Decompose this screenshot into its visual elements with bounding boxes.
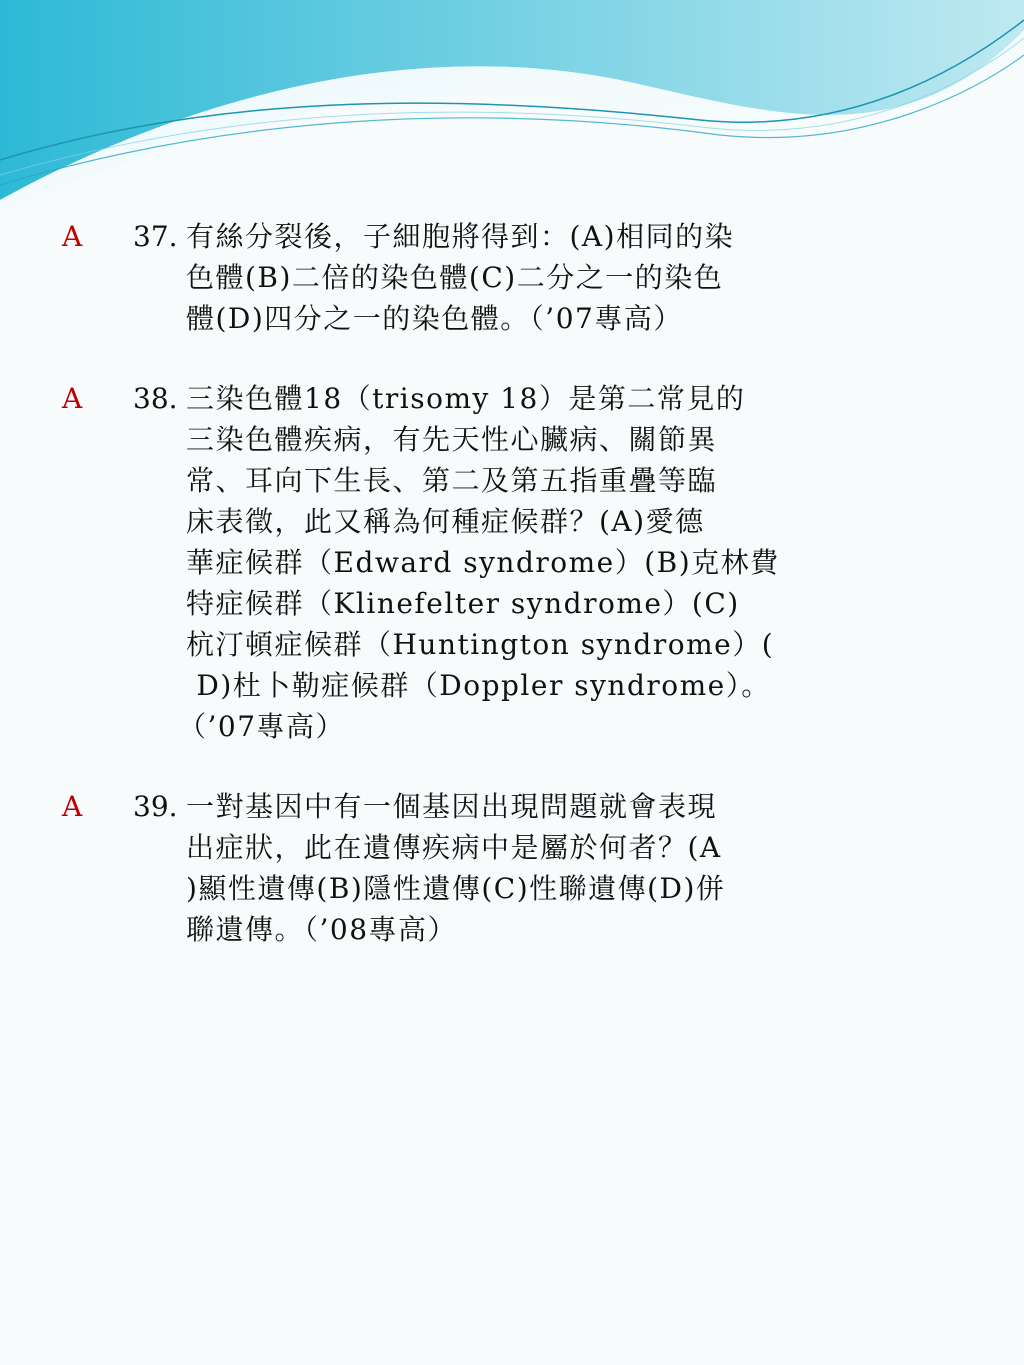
question-text-line: 一對基因中有一個基因出現問題就會表現 [186, 790, 718, 823]
question-text-line: 出症狀，此在遺傳疾病中是屬於何者？(A [186, 831, 722, 864]
question-number: 39. [133, 790, 178, 823]
question-text-line: 有絲分裂後，子細胞將得到：(A)相同的染 [186, 220, 735, 253]
question-text-line: )顯性遺傳(B)隱性遺傳(C)性聯遺傳(D)併 [186, 872, 726, 905]
question-text-line: 三染色體18（trisomy 18）是第二常見的 [186, 382, 746, 415]
question-text-line: 華症候群（Edward syndrome）(B)克林費 [186, 546, 780, 579]
question-text-line: 杭汀頓症候群（Huntington syndrome）( [186, 628, 775, 661]
answer-key: A [62, 220, 83, 253]
question-text-line: 常、耳向下生長、第二及第五指重疊等臨 [186, 464, 718, 497]
question-text-line: 三染色體疾病，有先天性心臟病、關節異 [186, 423, 718, 456]
question-text-line: 體(D)四分之一的染色體。（’07專高） [186, 302, 683, 335]
question-number: 37. [133, 220, 178, 253]
question-text-line: （’07專高） [178, 710, 346, 743]
question-number: 38. [133, 382, 178, 415]
question-text-line: 色體(B)二倍的染色體(C)二分之一的染色 [186, 261, 724, 294]
question-text-line: 特症候群（Klinefelter syndrome）(C) [186, 587, 740, 620]
question-text-line: D)杜卜勒症候群（Doppler syndrome）。 [186, 669, 771, 702]
answer-key: A [62, 382, 83, 415]
answer-key: A [62, 790, 83, 823]
question-text-line: 聯遺傳。（’08專高） [186, 913, 458, 946]
question-text-line: 床表徵，此又稱為何種症候群？(A)愛德 [186, 505, 705, 538]
